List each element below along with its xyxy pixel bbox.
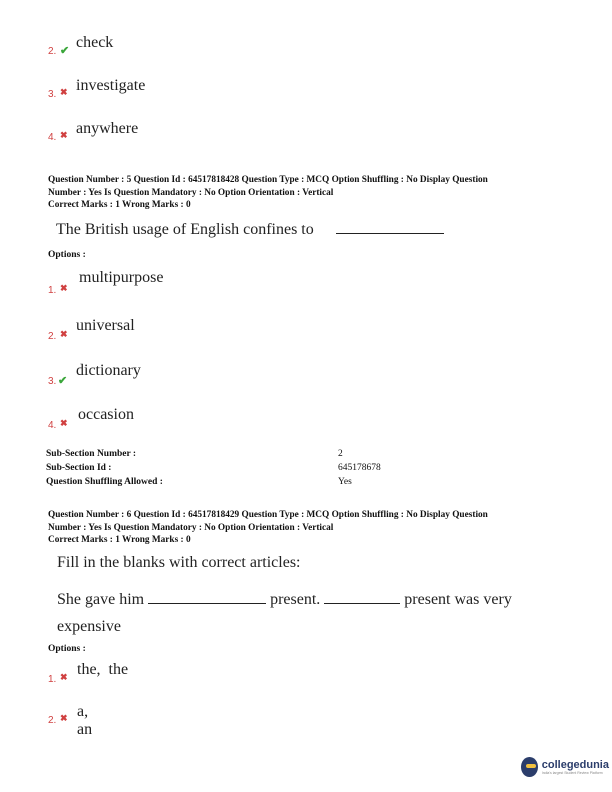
option-number: 2.	[48, 46, 57, 57]
logo-name: collegedunia	[541, 759, 609, 771]
answer-blank	[324, 602, 400, 604]
q5-meta-line2: Number : Yes Is Question Mandatory : No Option Orientation : Vertical	[48, 187, 334, 198]
subsection-id-label: Sub-Section Id :	[46, 463, 112, 473]
option-text: investigate	[76, 77, 146, 94]
wrong-cross-icon: ✖	[60, 418, 68, 428]
wrong-cross-icon: ✖	[60, 329, 68, 339]
answer-blank	[336, 232, 444, 234]
option-number: 1.	[48, 285, 57, 296]
wrong-cross-icon: ✖	[60, 130, 68, 140]
sentence-part: She gave him	[57, 591, 145, 608]
subsection-id-value: 645178678	[338, 463, 381, 473]
option-number: 3.	[48, 89, 57, 100]
q6-meta-line2: Number : Yes Is Question Mandatory : No Option Orientation : Vertical	[48, 522, 334, 533]
sentence-part: present was very	[404, 591, 512, 608]
q5-options-label: Options :	[48, 250, 86, 260]
answer-blank	[148, 602, 266, 604]
mascot-icon	[521, 757, 538, 777]
option-text: universal	[76, 317, 135, 334]
logo-tagline: India's largest Student Review Platform	[541, 771, 603, 775]
q6-meta	[48, 509, 568, 547]
wrong-cross-icon: ✖	[60, 713, 68, 723]
option-text: dictionary	[76, 362, 141, 379]
q6-sentence-continued: expensive	[57, 618, 121, 635]
wrong-cross-icon: ✖	[60, 283, 68, 293]
question-shuffling-label: Question Shuffling Allowed :	[46, 477, 163, 487]
option-text: check	[76, 34, 114, 51]
q5-meta-line1: Question Number : 5 Question Id : 64517818428 Question Type : MCQ Option Shuffling : No Display Question	[48, 175, 488, 185]
q5-marks: Correct Marks : 1 Wrong Marks : 0	[48, 200, 191, 210]
collegedunia-logo	[521, 757, 609, 777]
q5-question	[56, 221, 444, 239]
option-text: a, an	[77, 703, 93, 738]
q6-instruction: Fill in the blanks with correct articles:	[57, 554, 301, 571]
subsection-number-label: Sub-Section Number :	[46, 449, 137, 459]
subsection-number-value: 2	[338, 449, 343, 459]
option-text: anywhere	[76, 120, 139, 137]
q6-marks: Correct Marks : 1 Wrong Marks : 0	[48, 535, 191, 545]
option-number: 4.	[48, 132, 57, 143]
q6-sentence	[57, 591, 512, 609]
correct-check-icon: ✔	[58, 375, 68, 387]
q6-meta-line1: Question Number : 6 Question Id : 64517818429 Question Type : MCQ Option Shuffling : No Display Question	[48, 510, 488, 520]
sentence-part: present.	[270, 591, 321, 608]
option-number: 2.	[48, 331, 57, 342]
option-text: multipurpose	[79, 269, 164, 286]
question-shuffling-value: Yes	[338, 477, 352, 487]
q5-meta	[48, 174, 568, 212]
option-text: the, the	[77, 661, 129, 678]
option-text: occasion	[78, 406, 134, 423]
wrong-cross-icon: ✖	[60, 672, 68, 682]
q5-question-text: The British usage of English confines to	[56, 221, 314, 238]
option-number: 1.	[48, 674, 57, 685]
correct-check-icon: ✔	[60, 45, 70, 57]
option-number: 3.	[48, 376, 57, 387]
wrong-cross-icon: ✖	[60, 87, 68, 97]
option-number: 2.	[48, 715, 57, 726]
option-number: 4.	[48, 420, 57, 431]
q6-options-label: Options :	[48, 644, 86, 654]
